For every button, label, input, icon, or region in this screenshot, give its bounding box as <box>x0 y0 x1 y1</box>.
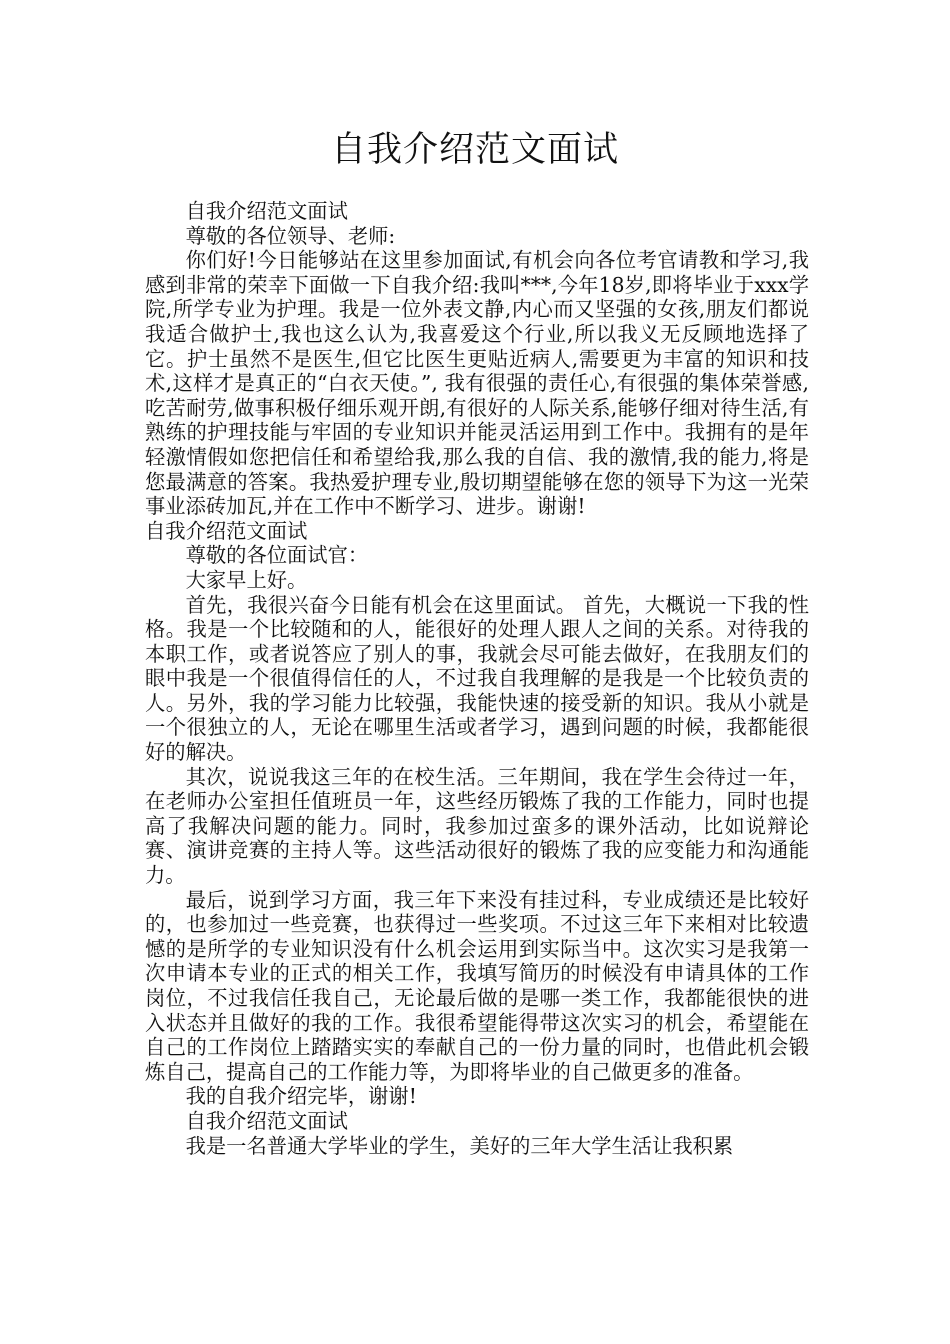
paragraph-body-2: 首先，我很兴奋今日能有机会在这里面试。 首先，大概说一下我的性格。我是一个比较随和的人，能很好的处理人跟人之间的关系。对待我的本职工作，或者说答应了别人的事，我就会尽可能去做好，在我朋友们的眼中我是一个很值得信任的人，不过我自我理解的是我是一个比较负责的人。另外，我的学习能力比较强，我能快速的接受新的知识。我从小就是一个很独立的人，无论在哪里生活或者学习，遇到问题的时候，我都能很好的解决。 <box>145 592 809 765</box>
paragraph-heading-3: 自我介绍范文面试 <box>185 1108 348 1133</box>
paragraph-salutation-2: 尊敬的各位面试官： <box>185 543 369 568</box>
paragraph-closing: 我的自我介绍完毕，谢谢! <box>185 1084 417 1109</box>
paragraph-heading-1: 自我介绍范文面试 <box>185 199 348 223</box>
paragraph-body-5: 我是一名普通大学毕业的学生，美好的三年大学生活让我积累 <box>185 1133 734 1158</box>
paragraph-body-1: 你们好!今日能够站在这里参加面试,有机会向各位考官请教和学习,我感到非常的荣幸下面做一下自我介绍:我叫***,今年18岁,即将毕业于xxx学院,所学专业为护理。我是一位外表文静,内心而又坚强的女孩,朋友们都说我适合做护士,我也这么认为,我喜爱这个行业,所以我义无反顾地选择了它。护士虽然不是医生,但它比医生更贴近病人,需要更为丰富的知识和技术,这样才是真正的“白衣天使。”, 我有很强的责任心,有很强的集体荣誉感,吃苦耐劳,做事积极仔细乐观开朗,有很好的人际关系,能够仔细对待生活,有熟练的护理技能与牢固的专业知识并能灵活运用到工作中。我拥有的是年轻激情假如您把信任和希望给我,那么我的自信、我的激情,我的能力,将是您最满意的答案。我热爱护理专业,殷切期望能够在您的领导下为这一光荣事业添砖加瓦,并在工作中不断学习、进步。谢谢! <box>145 248 809 519</box>
paragraph-body-3: 其次，说说我这三年的在校生活。三年期间，我在学生会待过一年，在老师办公室担任值班员一年，这些经历锻炼了我的工作能力，同时也提高了我解决问题的能力。同时，我参加过蛮多的课外活动，比如说辩论赛、演讲竞赛的主持人等。这些活动很好的锻炼了我的应变能力和沟通能力。 <box>145 764 809 888</box>
paragraph-body-4: 最后，说到学习方面，我三年下来没有挂过科，专业成绩还是比较好的，也参加过一些竞赛，也获得过一些奖项。不过这三年下来相对比较遗憾的是所学的专业知识没有什么机会运用到实际当中。这次实习是我第一次申请本专业的正式的相关工作，我填写简历的时候没有申请具体的工作岗位，不过我信任我自己，无论最后做的是哪一类工作，我都能很快的进入状态并且做好的我的工作。我很希望能得带这次实习的机会，希望能在自己的工作岗位上踏踏实实的奉献自己的一份力量的同时，也借此机会锻炼自己，提高自己的工作能力等，为即将毕业的自己做更多的准备。 <box>145 887 809 1084</box>
document-body <box>145 199 809 1158</box>
paragraph-greeting: 大家早上好。 <box>185 567 308 592</box>
paragraph-heading-2: 自我介绍范文面试 <box>145 518 308 543</box>
document-title: 自我介绍范文面试 <box>330 130 619 170</box>
paragraph-salutation-1: 尊敬的各位领导、老师: <box>185 223 396 248</box>
